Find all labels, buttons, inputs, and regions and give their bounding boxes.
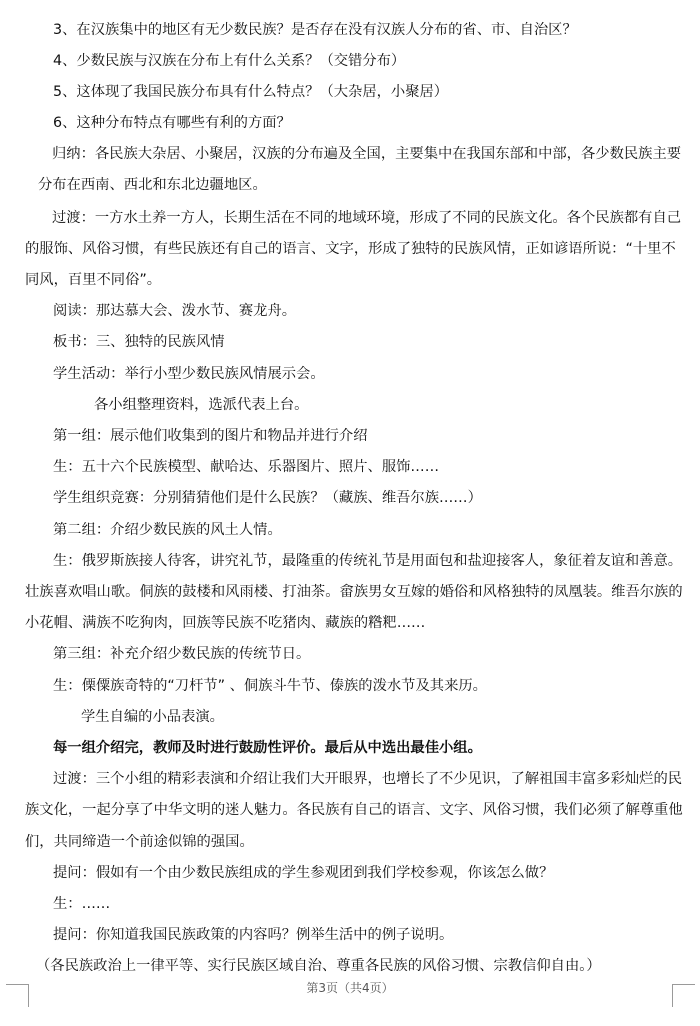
text-line: 提问：你知道我国民族政策的内容吗？例举生活中的例子说明。 xyxy=(53,927,454,943)
text-line: 生：五十六个民族模型、献哈达、乐器图片、照片、服饰…… xyxy=(53,459,440,475)
text-line: 分布在西南、西北和东北边疆地区。 xyxy=(38,177,267,193)
text-line: 提问：假如有一个由少数民族组成的学生参观团到我们学校参观，你该怎么做？ xyxy=(53,865,554,881)
text-line: 壮族喜欢唱山歌。侗族的鼓楼和风雨楼、打油茶。畲族男女互嫁的婚俗和风格独特的凤凰装。维吾尔族的 xyxy=(25,584,683,600)
text-line: 归纳：各民族大杂居、小聚居，汉族的分布遍及全国，主要集中在我国东部和中部，各少数民族主要 xyxy=(52,146,682,162)
text-line: 阅读：那达慕大会、泼水节、赛龙舟。 xyxy=(53,303,297,319)
text-line: （各民族政治上一律平等、实行民族区域自治、尊重各民族的风俗习惯、宗教信仰自由。） xyxy=(36,958,601,974)
text-line: 第二组：介绍少数民族的风土人情。 xyxy=(53,522,282,538)
text-line-bold: 每一组介绍完，教师及时进行鼓励性评价。最后从中选出最佳小组。 xyxy=(53,740,482,756)
text-line: 第一组：展示他们收集到的图片和物品并进行介绍 xyxy=(53,428,368,444)
text-line: 族文化，一起分享了中华文明的迷人魅力。各民族有自己的语言、文字、风俗习惯，我们必须了解尊重他 xyxy=(25,802,683,818)
text-line: 各小组整理资料，选派代表上台。 xyxy=(94,397,309,413)
text-line: 3、在汉族集中的地区有无少数民族？是否存在没有汉族人分布的省、市、自治区？ xyxy=(53,22,577,38)
text-line: 小花帽、满族不吃狗肉，回族等民族不吃猪肉、藏族的糌粑…… xyxy=(25,615,426,631)
text-line: 4、少数民族与汉族在分布上有什么关系？（交错分布） xyxy=(53,53,406,69)
text-line: 第三组：补充介绍少数民族的传统节日。 xyxy=(53,646,311,662)
text-line: 生：…… xyxy=(53,896,111,912)
text-line: 学生自编的小品表演。 xyxy=(81,709,224,725)
text-line: 同风，百里不同俗”。 xyxy=(25,272,162,288)
text-line: 的服饰、风俗习惯，有些民族还有自己的语言、文字，形成了独特的民族风情，正如谚语所说：“十里不 xyxy=(25,241,676,257)
text-line: 学生组织竞赛：分别猜猜他们是什么民族？（藏族、维吾尔族……） xyxy=(53,490,482,506)
text-line: 过渡：三个小组的精彩表演和介绍让我们大开眼界，也增长了不少见识，了解祖国丰富多彩灿烂的民 xyxy=(53,771,683,787)
text-line: 过渡：一方水土养一方人，长期生活在不同的地域环境，形成了不同的民族文化。各个民族都有自己 xyxy=(52,210,682,226)
text-line: 生：俄罗斯族接人待客，讲究礼节，最隆重的传统礼节是用面包和盐迎接客人，象征着友谊和善意。 xyxy=(53,553,683,569)
text-line: 6、这种分布特点有哪些有利的方面？ xyxy=(53,115,291,131)
text-line: 5、这体现了我国民族分布具有什么特点？（大杂居，小聚居） xyxy=(53,84,449,100)
text-line: 学生活动：举行小型少数民族风情展示会。 xyxy=(53,366,325,382)
page-footer: 第3页（共4页） xyxy=(306,981,394,995)
text-line: 板书：三、独特的民族风情 xyxy=(53,334,225,350)
text-line: 们，共同缔造一个前途似锦的强国。 xyxy=(25,834,254,850)
text-line: 生：傈僳族奇特的“刀杆节” 、侗族斗牛节、傣族的泼水节及其来历。 xyxy=(53,678,487,694)
